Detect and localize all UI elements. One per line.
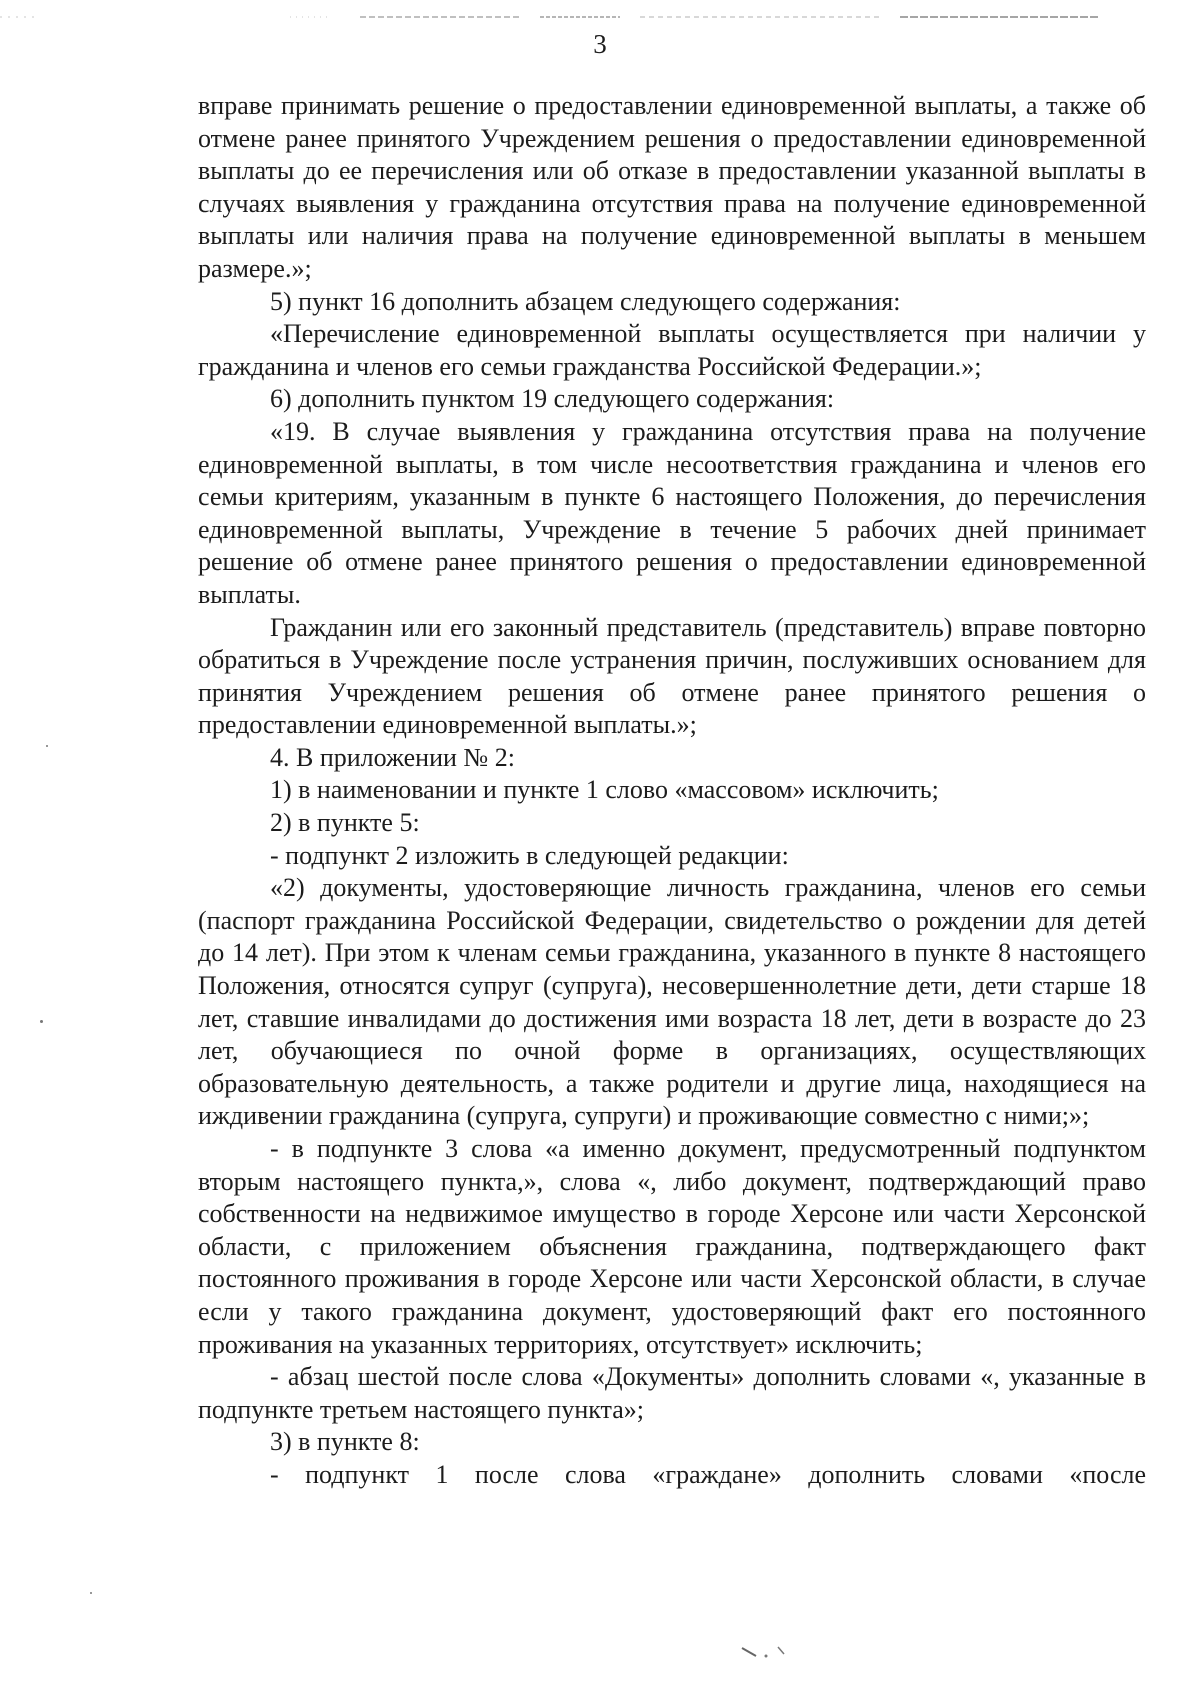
paragraph-12: - в подпункте 3 слова «а именно документ, предусмотренный подпунктом вторым настоящего пункта,», слова «, либо документ, подтверждающий право собственности на недвижимое имущество в городе Херсоне или части Херсонской области, с приложением объяснения гражданина, подтверждающего факт постоянного проживания в городе Херсоне или части Херсонской области, в случае если у такого гражданина документ, удостоверяющий факт его постоянного проживания на указанных территориях, отсутствует» исключить; <box>198 1134 1146 1359</box>
paragraph-11: «2) документы, удостоверяющие личность гражданина, членов его семьи (паспорт гражданина Российской Федерации, свидетельство о рождении для детей до 14 лет). При этом к членам семьи гражданина, указанного в пункте 8 настоящего Положения, относятся супруг (супруга), несовершеннолетние дети, дети старше 18 лет, ставшие инвалидами до достижения ими возраста 18 лет, дети в возрасте до 23 лет, обучающиеся по очной форме в организациях, осуществляющих образовательную деятельность, а также родители и другие лица, находящиеся на иждивении гражданина (супруга, супруги) и проживающие совместно с ними;»; <box>198 873 1146 1131</box>
paragraph-2: 5) пункт 16 дополнить абзацем следующего содержания: <box>270 286 901 316</box>
paragraph-3: «Перечисление единовременной выплаты осуществляется при наличии у гражданина и членов его семьи гражданства Российской Федерации.»; <box>198 319 1146 381</box>
scan-speck <box>46 745 48 747</box>
paragraph-13: - абзац шестой после слова «Документы» дополнить словами «, указанные в подпункте третьем настоящего пункта»; <box>198 1362 1146 1424</box>
document-body <box>198 90 1146 1492</box>
paragraph-1: вправе принимать решение о предоставлении единовременной выплаты, а также об отмене ранее принятого Учреждением решения о предоставлении единовременной выплаты до ее перечисления или об отказе в предоставлении указанной выплаты в случаях выявления у гражданина отсутствия права на получение единовременной выплаты или наличия права на получение единовременной выплаты в меньшем размере.»; <box>198 91 1146 283</box>
paragraph-14: 3) в пункте 8: <box>270 1427 420 1457</box>
paragraph-6: Гражданин или его законный представитель (представитель) вправе повторно обратиться в Учреждение после устранения причин, послуживших основанием для принятия Учреждением решения об отмене ранее принятого решения о предоставлении единовременной выплаты.»; <box>198 612 1146 740</box>
paragraph-7: 4. В приложении № 2: <box>270 742 515 772</box>
scan-speck <box>40 1020 43 1023</box>
paragraph-4: 6) дополнить пунктом 19 следующего содержания: <box>270 384 835 414</box>
scan-artifact-bottom <box>740 1644 800 1664</box>
scan-artifact-top <box>0 14 1200 20</box>
paragraph-15: - подпункт 1 после слова «граждане» дополнить словами «после <box>270 1459 1146 1489</box>
page-number: 3 <box>593 29 607 59</box>
paragraph-10: - подпункт 2 изложить в следующей редакции: <box>270 840 789 870</box>
scan-speck <box>90 1592 92 1594</box>
paragraph-5: «19. В случае выявления у гражданина отсутствия права на получение единовременной выплаты, в том числе несоответствия гражданина и членов его семьи критериям, указанным в пункте 6 настоящего Положения, до перечисления единовременной выплаты, Учреждение в течение 5 рабочих дней принимает решение об отмене ранее принятого решения о предоставлении единовременной выплаты. <box>198 416 1146 609</box>
paragraph-9: 2) в пункте 5: <box>270 808 420 838</box>
paragraph-8: 1) в наименовании и пункте 1 слово «массовом» исключить; <box>270 775 939 805</box>
